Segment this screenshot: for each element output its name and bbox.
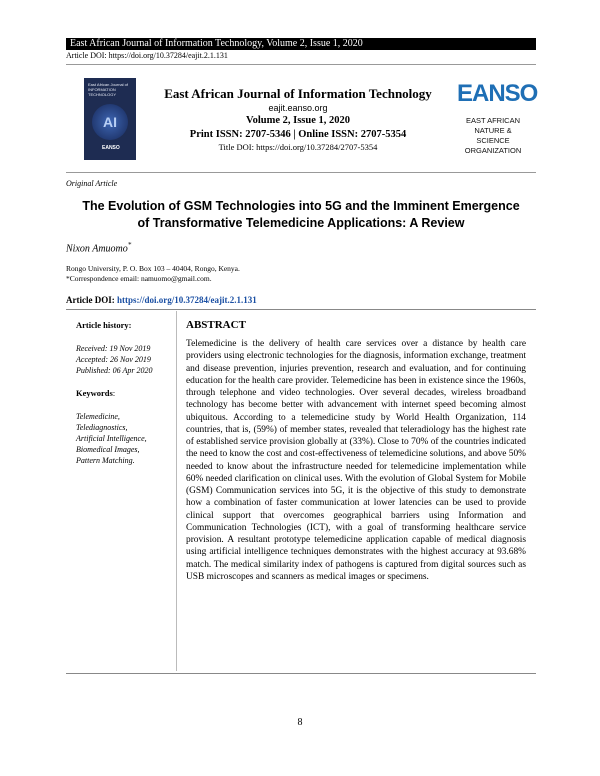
abstract-text: Telemedicine is the delivery of health care services over a distance by health care providers using electronic technologies for the diagnosis, information exchange, treatment and disease prevention, injuries prevention, research and evaluation, and for continuing education for the health care provider. Telemedicine has been in existence since the 1960s, through telephone and video technologies. Over several decades, wireless broadband technology has become better with advancement with internet speed becoming almost ubiquitous. According to a telemedicine study by World Health Organization, 114 countries, that is, (59%) of member states, revealed that teleradiology has the highest rate of established service provision globally at (33%). Close to 70% of the countries indicated the need to know the cost and cost-effectiveness of telemedicine solutions, and above 50% needed to know about the infrastructure needed for telemedicine implementation while 60% needed clarification on clinical uses. With the evolution of Global System for Mobile (GSM) Communication services into 5G, it is the objective of this study to demonstrate how a combination of faster communication at lower latencies can be used to provide clinical support that overcomes geographical barriers using Information and Communication Technologies (ICT), with a goal of transforming healthcare service provision. A resultant prototype telemedicine application capable of medical diagnosis using artificial intelligence techniques demonstrates with the highest accuracy at 93.68% match. The medical similarity index of pathogens is captured from digital sources such as USB microscopes and scanners as medical images or specimens. xyxy=(186,339,526,582)
keyword: Pattern Matching. xyxy=(76,456,135,465)
column-divider xyxy=(176,311,177,671)
received-date: Received: 19 Nov 2019 xyxy=(76,344,151,353)
cover-logo: EANSO xyxy=(102,145,120,151)
cover-title: East African Journal of INFORMATION TECHNOLOGY xyxy=(88,82,129,97)
article-doi: Article DOI: https://doi.org/10.37284/eajit.2.1.131 xyxy=(66,295,257,305)
running-title: East African Journal of Information Technology, Volume 2, Issue 1, 2020 xyxy=(70,38,363,49)
abstract-heading: ABSTRACT xyxy=(186,319,246,331)
author-name: Nixon Amuomo* xyxy=(66,241,132,255)
journal-issn: Print ISSN: 2707-5346 | Online ISSN: 2707-5354 xyxy=(189,129,407,140)
keyword: Artificial Intelligence, xyxy=(76,434,147,443)
header-article-doi[interactable]: Article DOI: https://doi.org/10.37284/eajit.2.1.131 xyxy=(66,51,228,60)
keyword: Telediagnostics, xyxy=(76,423,128,432)
author-mark: * xyxy=(127,241,132,249)
cover-ai-graphic: AI xyxy=(92,104,128,140)
journal-title-doi[interactable]: Title DOI: https://doi.org/10.37284/2707-5354 xyxy=(218,142,378,152)
page-number: 8 xyxy=(297,717,303,728)
eanso-logo: EANSO xyxy=(457,80,538,107)
running-header-bar xyxy=(66,38,536,50)
divider xyxy=(66,673,536,674)
journal-volume: Volume 2, Issue 1, 2020 xyxy=(245,115,351,126)
journal-info xyxy=(142,86,454,153)
published-date: Published: 06 Apr 2020 xyxy=(76,366,153,375)
journal-website[interactable]: eajit.eanso.org xyxy=(268,103,328,113)
author-affiliation: Rongo University, P. O. Box 103 – 40404, Rongo, Kenya. *Correspondence email: namuomo@gmail.com. xyxy=(66,264,240,283)
article-doi-link[interactable]: https://doi.org/10.37284/eajit.2.1.131 xyxy=(116,295,257,305)
accepted-date: Accepted: 26 Nov 2019 xyxy=(76,355,151,364)
journal-cover-image xyxy=(84,78,136,160)
organization-name: EAST AFRICAN NATURE & SCIENCE ORGANIZATION xyxy=(464,116,522,155)
journal-title: East African Journal of Information Technology xyxy=(164,86,432,101)
keyword: Biomedical Images, xyxy=(76,445,140,454)
correspondence-email: *Correspondence email: namuomo@gmail.com. xyxy=(66,274,212,283)
keyword: Telemedicine, xyxy=(76,412,120,421)
article-title: The Evolution of GSM Technologies into 5G and the Imminent Emergence of Transformative Telemedicine Applications: A Review xyxy=(82,199,520,230)
keywords-heading: Keywords: xyxy=(76,388,116,398)
article-sidebar xyxy=(76,320,172,466)
history-heading: Article history: xyxy=(76,320,132,330)
article-type: Original Article xyxy=(66,179,118,188)
divider xyxy=(66,309,536,310)
